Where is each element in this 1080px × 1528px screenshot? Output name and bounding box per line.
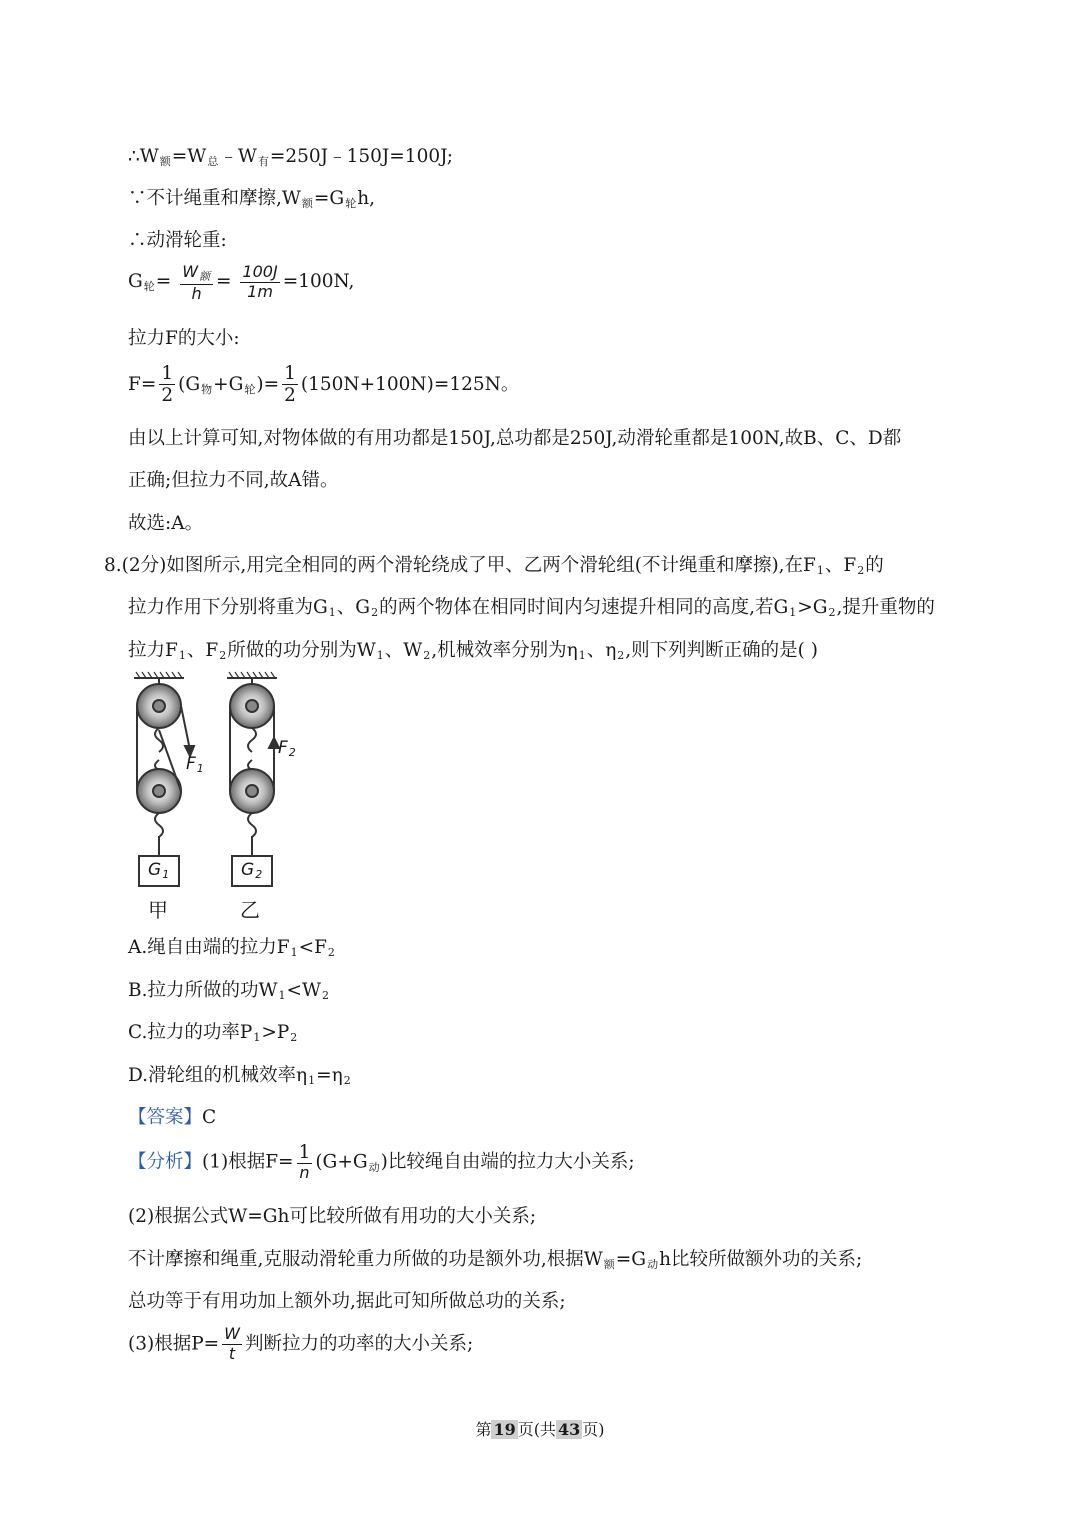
- solution-line-5: 拉力F的大小:: [128, 328, 240, 349]
- label-g2: [241, 860, 263, 881]
- denominator: 2: [284, 385, 296, 407]
- numerator: 1: [161, 363, 174, 384]
- fraction-one-over-n: [297, 1143, 313, 1182]
- numerator: 100J: [242, 261, 278, 281]
- text: (G+G: [315, 1151, 368, 1173]
- text: =100N,: [282, 271, 355, 293]
- label-yi: 乙: [240, 898, 260, 922]
- page-number: 19: [493, 1420, 516, 1439]
- text: =W: [171, 146, 207, 167]
- subscript: 2: [343, 1074, 351, 1087]
- text: (150N+100N)=125N。: [300, 373, 520, 395]
- fraction-w-over-h: [180, 262, 213, 302]
- analysis-line-1: [128, 1143, 635, 1182]
- text: 第: [475, 1420, 492, 1439]
- analysis-line-5: [128, 1326, 473, 1363]
- subscript: 1: [578, 649, 586, 662]
- subscript: 2: [327, 946, 335, 959]
- option-b: [128, 976, 330, 1002]
- subscript: 2: [219, 649, 227, 662]
- analysis-line-3: [128, 1245, 862, 1272]
- solution-line-4: [128, 262, 354, 302]
- subscript: 1: [278, 989, 286, 1002]
- text: 所做的功分别为W: [227, 640, 376, 661]
- denominator: n: [299, 1163, 310, 1183]
- solution-line-1: [128, 142, 453, 169]
- solution-line-2: [128, 184, 375, 211]
- text: )=: [256, 373, 280, 395]
- pulley-diagram: [122, 668, 322, 923]
- text: 、F: [824, 555, 857, 576]
- text: 拉力F: [128, 640, 178, 661]
- text: 的两个物体在相同时间内匀速提升相同的高度,若G: [379, 597, 789, 618]
- subscript: 动: [368, 1160, 380, 1174]
- text: 、F: [186, 640, 219, 661]
- fraction-one-half: [159, 364, 175, 406]
- text: =G: [313, 188, 345, 209]
- subscript: 1: [308, 1074, 316, 1087]
- subscript: 2: [617, 649, 625, 662]
- text: <W: [286, 980, 322, 1001]
- subscript: 动: [647, 1258, 659, 1271]
- subscript: 额: [603, 1258, 615, 1271]
- question-line-3: [128, 636, 818, 662]
- system-left: [134, 672, 194, 886]
- text: ∴W: [128, 146, 159, 167]
- text: ﹣W: [219, 146, 257, 167]
- text: 、G: [336, 597, 371, 618]
- question-line-1: [104, 551, 884, 577]
- text: 、η: [586, 640, 617, 661]
- system-right: [227, 672, 279, 886]
- text: B.拉力所做的功W: [128, 980, 278, 1001]
- text: 页(共: [517, 1420, 556, 1439]
- denominator: 1m: [247, 281, 273, 301]
- analysis-line-2: (2)根据公式W=Gh可比较所做有用功的大小关系;: [128, 1206, 537, 1227]
- subscript: 2: [322, 989, 330, 1002]
- subscript: 物: [201, 382, 213, 396]
- text: D.滑轮组的机械效率η: [128, 1065, 308, 1086]
- subscript: 2: [828, 606, 836, 619]
- text: >G: [797, 597, 828, 618]
- text: 、W: [384, 640, 423, 661]
- text: =η: [316, 1065, 343, 1086]
- solution-line-9: 故选:A。: [128, 513, 204, 534]
- text: C.拉力的功率P: [128, 1022, 253, 1043]
- text: G: [128, 271, 143, 293]
- analysis-tag: 【分析】: [128, 1151, 203, 1173]
- fraction-w-over-t: [222, 1326, 242, 1363]
- subscript: 2: [423, 649, 431, 662]
- subscript: 1: [376, 649, 384, 662]
- text: 不计摩擦和绳重,克服动滑轮重力所做的功是额外功,根据W: [128, 1249, 603, 1270]
- subscript: 额: [159, 155, 171, 168]
- subscript: 1: [290, 946, 298, 959]
- text: >P: [261, 1022, 290, 1043]
- text: F=: [128, 373, 157, 395]
- option-a: [128, 933, 336, 959]
- subscript: 有: [257, 155, 269, 168]
- fraction-100j-over-1m: [240, 261, 279, 301]
- text: h比较所做额外功的关系;: [659, 1249, 863, 1270]
- text: (G: [178, 373, 201, 395]
- numerator: 1: [284, 363, 296, 384]
- denominator: t: [228, 1343, 236, 1363]
- numerator: W: [182, 262, 199, 281]
- subscript: 1: [816, 564, 824, 577]
- text: +G: [213, 373, 244, 395]
- question-line-2: [128, 593, 935, 619]
- label-g1: [148, 860, 170, 881]
- subscript: 1: [328, 606, 336, 619]
- analysis-line-4: 总功等于有用功加上额外功,据此可知所做总功的关系;: [128, 1291, 566, 1312]
- text: (1)根据F=: [202, 1151, 294, 1173]
- numerator: W: [224, 1324, 240, 1343]
- subscript: 总: [207, 155, 219, 168]
- pulley-figure: [122, 668, 322, 923]
- text: =G: [615, 1249, 647, 1270]
- answer-tag: 【答案】: [128, 1107, 203, 1128]
- subscript: 2: [288, 746, 296, 759]
- subscript: 1: [253, 1031, 261, 1044]
- numerator: 1: [298, 1142, 311, 1163]
- subscript: 轮: [244, 382, 256, 396]
- text: ,则下列判断正确的是( ): [625, 640, 818, 661]
- text: (3)根据P=: [128, 1333, 220, 1355]
- text: F: [278, 738, 288, 758]
- fraction-one-half: [282, 364, 298, 406]
- solution-line-6: [128, 364, 519, 406]
- subscript: 2: [371, 606, 379, 619]
- subscript: 1: [178, 649, 186, 662]
- text: G: [241, 860, 255, 880]
- text: F: [186, 754, 196, 774]
- subscript: 2: [857, 564, 865, 577]
- total-pages: 43: [558, 1420, 581, 1439]
- subscript: 2: [255, 868, 263, 881]
- text: =: [155, 271, 172, 293]
- subscript: 轮: [143, 280, 155, 294]
- subscript: 额: [301, 197, 313, 210]
- label-f2: [278, 738, 297, 759]
- denominator: 2: [161, 385, 174, 407]
- text: <F: [298, 937, 327, 958]
- subscript: 1: [162, 868, 170, 881]
- text: ,机械效率分别为η: [431, 640, 578, 661]
- answer-value: C: [202, 1107, 217, 1128]
- denominator: h: [191, 283, 202, 303]
- option-d: [128, 1061, 352, 1087]
- text: =: [216, 271, 232, 293]
- label-jia: 甲: [148, 898, 168, 922]
- text: )比较绳自由端的拉力大小关系;: [380, 1151, 635, 1173]
- subscript: 1: [196, 762, 204, 775]
- solution-line-3: ∴动滑轮重:: [128, 230, 227, 251]
- subscript: 1: [789, 606, 797, 619]
- text: 的: [865, 555, 884, 576]
- text: A.绳自由端的拉力F: [128, 937, 290, 958]
- text: ∵不计绳重和摩擦,W: [128, 188, 301, 209]
- answer-line: [128, 1103, 216, 1129]
- subscript: 额: [199, 270, 211, 283]
- text: 拉力作用下分别将重为G: [128, 597, 328, 618]
- solution-line-8: 正确;但拉力不同,故A错。: [128, 470, 339, 491]
- text: ,提升重物的: [836, 597, 935, 618]
- text: 判断拉力的功率的大小关系;: [244, 1333, 474, 1355]
- text: 8.(2分)如图所示,用完全相同的两个滑轮绕成了甲、乙两个滑轮组(不计绳重和摩擦),在F: [104, 555, 816, 576]
- label-f1: [186, 754, 205, 775]
- text: 页): [582, 1420, 605, 1439]
- text: =250J﹣150J=100J;: [269, 146, 454, 167]
- text: h,: [357, 188, 375, 209]
- option-c: [128, 1018, 298, 1044]
- page-footer: [0, 1417, 1080, 1440]
- text: G: [148, 860, 162, 880]
- solution-line-7: 由以上计算可知,对物体做的有用功都是150J,总功都是250J,动滑轮重都是100N,故B、C、D都: [128, 428, 902, 449]
- subscript: 2: [290, 1031, 298, 1044]
- subscript: 轮: [345, 197, 357, 210]
